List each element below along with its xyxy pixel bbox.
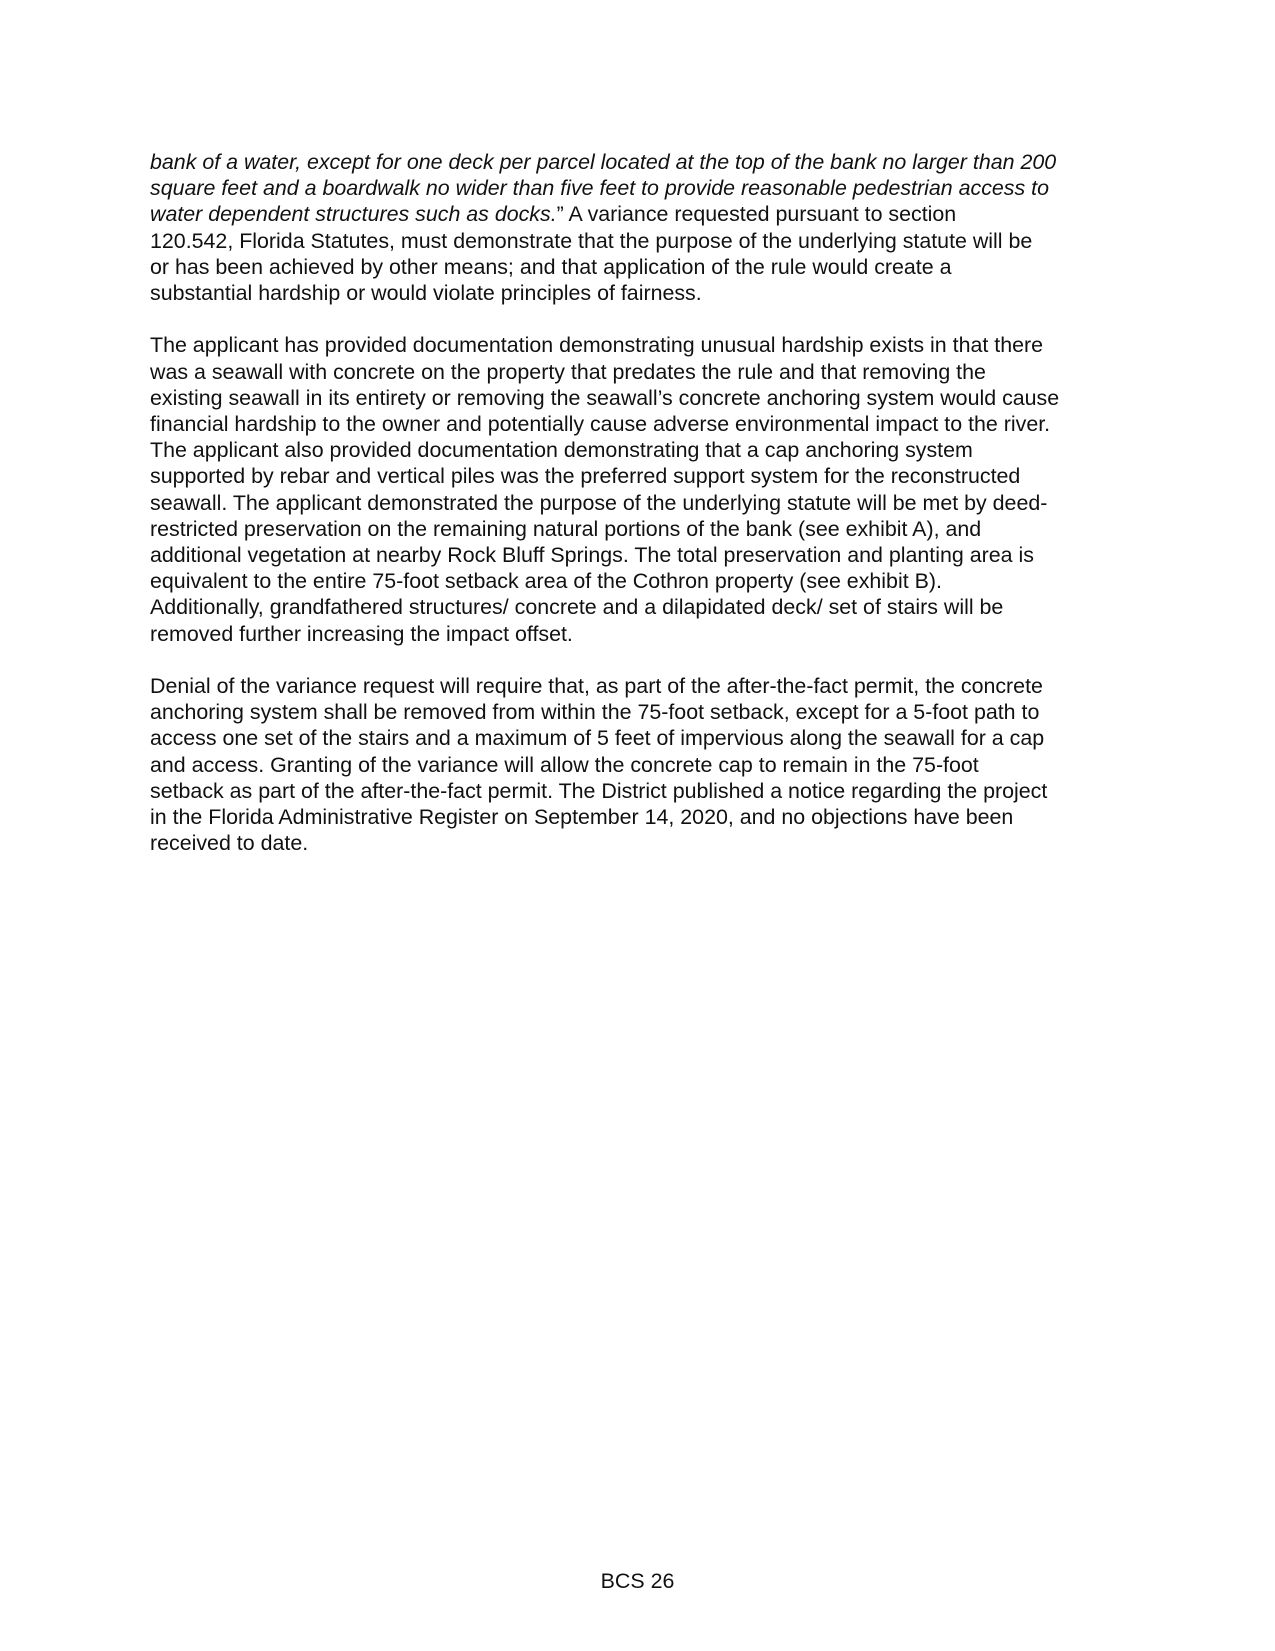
text-line	[150, 699, 1135, 725]
text-line	[150, 201, 1135, 227]
text-line	[150, 830, 1135, 856]
text-line	[150, 752, 1135, 778]
page-footer: BCS 26	[600, 1569, 675, 1593]
regular-text: restricted preservation on the remaining natural portions of the bank (see exhibit A), and	[150, 516, 982, 541]
regular-text: Additionally, grandfathered structures/ concrete and a dilapidated deck/ set of stairs will be	[150, 595, 1004, 620]
text-line	[150, 594, 1135, 620]
paragraph-2	[150, 332, 1135, 646]
regular-text: The applicant has provided documentation demonstrating unusual hardship exists in that there	[150, 333, 1044, 358]
text-line	[150, 280, 1135, 306]
regular-text: financial hardship to the owner and potentially cause adverse environmental impact to the river.	[150, 412, 1051, 437]
text-line	[150, 725, 1135, 751]
regular-text: substantial hardship or would violate principles of fairness.	[150, 281, 702, 306]
text-line	[150, 149, 1135, 175]
regular-text: was a seawall with concrete on the property that predates the rule and that removing the	[150, 359, 986, 384]
text-line	[150, 437, 1135, 463]
paragraph-3	[150, 673, 1135, 856]
text-line	[150, 542, 1135, 568]
italic-text: square feet and a boardwalk no wider than five feet to provide reasonable pedestrian access to	[150, 176, 1049, 201]
text-line	[150, 516, 1135, 542]
regular-text: ” A variance requested pursuant to section	[556, 202, 957, 227]
regular-text: anchoring system shall be removed from within the 75-foot setback, except for a 5-foot path to	[150, 700, 1040, 725]
regular-text: access one set of the stairs and a maximum of 5 feet of impervious along the seawall for a cap	[150, 726, 1045, 751]
paragraph-1	[150, 149, 1135, 306]
text-line	[150, 490, 1135, 516]
text-line	[150, 463, 1135, 489]
italic-text: water dependent structures such as docks.	[150, 202, 557, 227]
italic-text: bank of a water, except for one deck per parcel located at the top of the bank no larger than 200	[150, 150, 1057, 174]
regular-text: and access. Granting of the variance will allow the concrete cap to remain in the 75-foot	[150, 752, 979, 777]
regular-text: supported by rebar and vertical piles was the preferred support system for the reconstructed	[150, 464, 1021, 489]
text-line	[150, 254, 1135, 280]
regular-text: 120.542, Florida Statutes, must demonstrate that the purpose of the underlying statute will be	[150, 228, 1033, 253]
regular-text: or has been achieved by other means; and that application of the rule would create a	[150, 254, 952, 279]
text-line	[150, 332, 1135, 358]
text-line	[150, 385, 1135, 411]
regular-text: setback as part of the after-the-fact permit. The District published a notice regarding the project	[150, 778, 1048, 803]
text-line	[150, 228, 1135, 254]
text-line	[150, 804, 1135, 830]
text-line	[150, 175, 1135, 201]
text-line	[150, 673, 1135, 699]
regular-text: in the Florida Administrative Register on September 14, 2020, and no objections have been	[150, 805, 1014, 830]
text-line	[150, 621, 1135, 647]
regular-text: existing seawall in its entirety or removing the seawall’s concrete anchoring system would cause	[150, 385, 1060, 410]
regular-text: removed further increasing the impact offset.	[150, 621, 573, 646]
document-body	[150, 149, 1135, 883]
text-line	[150, 411, 1135, 437]
regular-text: seawall. The applicant demonstrated the purpose of the underlying statute will be met by deed-	[150, 490, 1048, 515]
text-line	[150, 778, 1135, 804]
regular-text: received to date.	[150, 831, 309, 856]
text-line	[150, 568, 1135, 594]
text-line	[150, 359, 1135, 385]
regular-text: The applicant also provided documentation demonstrating that a cap anchoring system	[150, 438, 973, 463]
regular-text: additional vegetation at nearby Rock Bluff Springs. The total preservation and planting area is	[150, 543, 1034, 568]
regular-text: Denial of the variance request will require that, as part of the after-the-fact permit, the concrete	[150, 674, 1043, 699]
regular-text: equivalent to the entire 75-foot setback area of the Cothron property (see exhibit B).	[150, 569, 942, 594]
